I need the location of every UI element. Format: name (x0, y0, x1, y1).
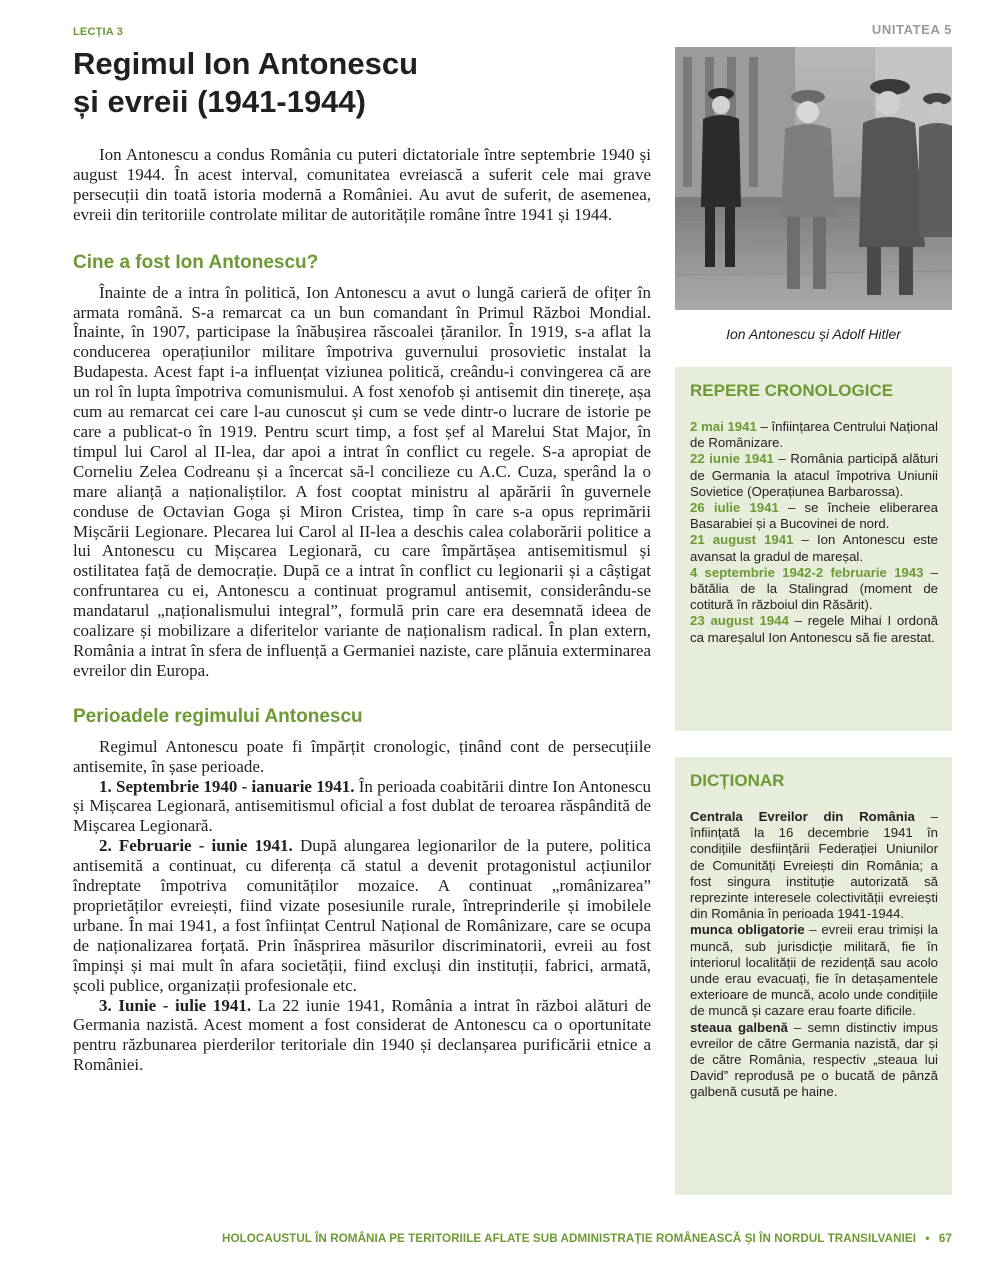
chronology-item (690, 500, 938, 532)
chronology-text: – se încheie eliberarea Basarabiei și a Bucovinei de nord. (690, 500, 938, 532)
dictionary-heading: DICȚIONAR (690, 771, 785, 790)
intro-paragraph: Ion Antonescu a condus România cu puteri dictatoriale între septembrie 1940 și august 1944. În acest interval, comunitatea evreiască a suferit cele mai grave persecuții din toată istoria modernă a României. Au avut de suferit, de asemenea, evreii din teritoriile controlate militar de autoritățile române între 1941 și 1944. (73, 145, 651, 224)
unit-label: UNITATEA 5 (871, 22, 952, 37)
period-text-3: La 22 iunie 1941, România a intrat în război alături de Germania nazistă. Acest moment a fost considerat de Antonescu ca o oportunitate pentru răzbunarea pierderilor teritoriale din 1940 și declanșarea purificării etnice a României. (73, 995, 651, 1075)
dictionary-definition: – înființată la 16 decembrie 1941 în condițiile desființării Federației Uniunilor de Comunități Evreiești din România; a fost singura instituție autorizată să reprezinte interesele colectivității evreiești din România în perioada 1941-1944. (690, 809, 939, 922)
dictionary-term: steaua galbenă (690, 1019, 788, 1035)
dictionary-term: munca obligatorie (690, 922, 805, 938)
chronology-text: – regele Mihai I ordonă ca mareșalul Ion Antonescu să fie arestat. (690, 613, 938, 645)
period-label-1: 1. Septembrie 1940 - ianuarie 1941. (99, 776, 355, 796)
dictionary-definition: – semn distinctiv impus evreilor de către Germania nazistă, dar și de către România, respectiv „steaua lui David” reprodusă pe o bucată de pânză galbenă cusută pe haine. (690, 1019, 938, 1100)
lesson-label: LECȚIA 3 (73, 26, 124, 38)
page-title-line-1: Regimul Ion Antonescu (73, 46, 419, 81)
section-who-paragraph: Înainte de a intra în politică, Ion Antonescu a avut o lungă carieră de ofițer în armata română. S-a remarcat ca un bun comandant în Primul Război Mondial. Înainte, în 1907, participase la înăbușirea răscoalei țăranilor. În 1919, s-a aflat la conducerea operațiunilor militare împotriva guvernului prosovietic instalat la Budapesta. Acest fapt i-a influențat viziunea politică, creându-i convingerea că are un rol în lupta împotriva comunismului. A fost xenofob și antisemit din tinerețe, așa cum au remarcat cei care l-au cunoscut și cum se vede dintr-o lucrare de istorie pe care a publicat-o în 1919. Pentru scurt timp, a fost șef al Marelui Stat Major, în timpul lui Carol al II-lea, dar apoi a intrat în conflict cu regele. S-a apropiat de Corneliu Zelea Codreanu și a încercat să-l concilieze cu A.C. Cuza, sperând la o mare alianță a naționaliștilor. A fost cooptat ministru al apărării în guvernele conduse de Octavian Goga și Miron Cristea, timp în care s-a opus reprimării Mișcării Legionare. Plecarea lui Carol al II-lea a deschis calea colaborării politice a lui Antonescu cu Mișcarea Legionară, cu care împărtășea antisemitismul și ostilitatea față de democrație. După ce a intrat în conflict cu legionarii și a câștigat confruntarea cu ei, Antonescu a continuat programul antisemit, considerându-se mandatarul „naționalismului integral”, formulă prin care era desemnată ideea de coalizare și mobilizare a diferitelor variante de naționalism radical. În plan extern, România a intrat în sfera de influență a Germaniei naziste, care plănuia exterminarea evreilor din Europa. (73, 282, 651, 680)
footer-separator: • (925, 1232, 930, 1245)
period-paragraph-3 (73, 996, 651, 1076)
dictionary-box (675, 757, 952, 1195)
chronology-item (690, 419, 938, 451)
chronology-date: 22 iunie 1941 (690, 451, 774, 467)
period-label-2: 2. Februarie - iunie 1941. (99, 836, 293, 856)
period-label-3: 3. Iunie - iulie 1941. (99, 995, 252, 1015)
chronology-date: 21 august 1941 (690, 532, 794, 548)
photo-caption: Ion Antonescu și Adolf Hitler (726, 326, 901, 342)
dictionary-entry (690, 1020, 938, 1101)
chronology-item (690, 613, 938, 645)
chronology-text: – înființarea Centrului Național de Românizare. (690, 419, 938, 451)
dictionary-entry (690, 809, 938, 922)
chronology-text: – România participă alături de Germania la atacul împotriva Uniunii Sovietice (Operațiunea Barbarossa). (690, 451, 939, 499)
section-heading-periods: Perioadele regimului Antonescu (73, 705, 363, 727)
historical-photo (675, 47, 952, 310)
periods-intro-paragraph: Regimul Antonescu poate fi împărțit cronologic, ținând cont de persecuțiile antisemite, în șase perioade. (73, 736, 651, 776)
page-footer (222, 1232, 952, 1245)
chronology-text: – bătălia de la Stalingrad (moment de cotitură în războiul din Răsărit). (690, 564, 938, 613)
period-text-2: După alungarea legionarilor de la putere, politica antisemită a continuat, cu diferența că statul a devenit protagonistul acțiunilor îndreptate împotriva comunităților mozaice. A continuat „românizarea” proprietăților evreiești, fiind vizate posesiunile rurale, întreprinderile și imobilele urbane. În mai 1941, a fost înființat Centrul Național de Românizare, care se ocupa de naționalizarea forțată. Prin înăsprirea măsurilor discriminatorii, evreii au fost împinși și mai mult în afara societății, fiind excluși din instituții, fabrici, armată, școli publice, organizații profesionale etc. (73, 836, 651, 995)
page-number: 67 (938, 1232, 952, 1245)
chronology-date: 4 septembrie 1942-2 februarie 1943 (690, 564, 924, 580)
footer-title: HOLOCAUSTUL ÎN ROMÂNIA PE TERITORIILE AFLATE SUB ADMINISTRAȚIE ROMÂNEASCĂ ȘI ÎN NORDUL TRANSILVANIEI (222, 1232, 917, 1245)
period-paragraph-2 (73, 836, 651, 995)
page-title-line-2: și evreii (1941-1944) (73, 84, 366, 119)
page-title (73, 45, 633, 121)
main-column (73, 145, 651, 1075)
chronology-item (690, 451, 938, 500)
period-text-1: În perioada coabitării dintre Ion Antonescu și Mișcarea Legionară, antisemitismul oficial a fost dublat de teroarea răspândită de Mișcarea Legionară. (73, 776, 651, 836)
dictionary-entry (690, 922, 938, 1019)
chronology-heading: REPERE CRONOLOGICE (690, 381, 894, 400)
chronology-item (690, 565, 938, 614)
chronology-date: 2 mai 1941 (690, 419, 757, 434)
chronology-box (675, 367, 952, 731)
chronology-date: 23 august 1944 (690, 613, 789, 629)
photo-illustration (675, 47, 952, 310)
dictionary-term: Centrala Evreilor din România (690, 809, 915, 824)
dictionary-definition: – evreii erau trimiși la muncă, sub jurisdicție militară, fie în interiorul localității de rezidență sau acolo unde erau evacuați, fie în detașamentele exterioare de muncă, acolo unde condițiile de muncă și cazare erau foarte dificile. (690, 922, 939, 1019)
chronology-date: 26 iulie 1941 (690, 500, 779, 516)
chronology-item (690, 532, 938, 564)
period-paragraph-1 (73, 777, 651, 837)
chronology-text: – Ion Antonescu este avansat la gradul de mareșal. (690, 532, 939, 564)
section-heading-who: Cine a fost Ion Antonescu? (73, 251, 319, 273)
